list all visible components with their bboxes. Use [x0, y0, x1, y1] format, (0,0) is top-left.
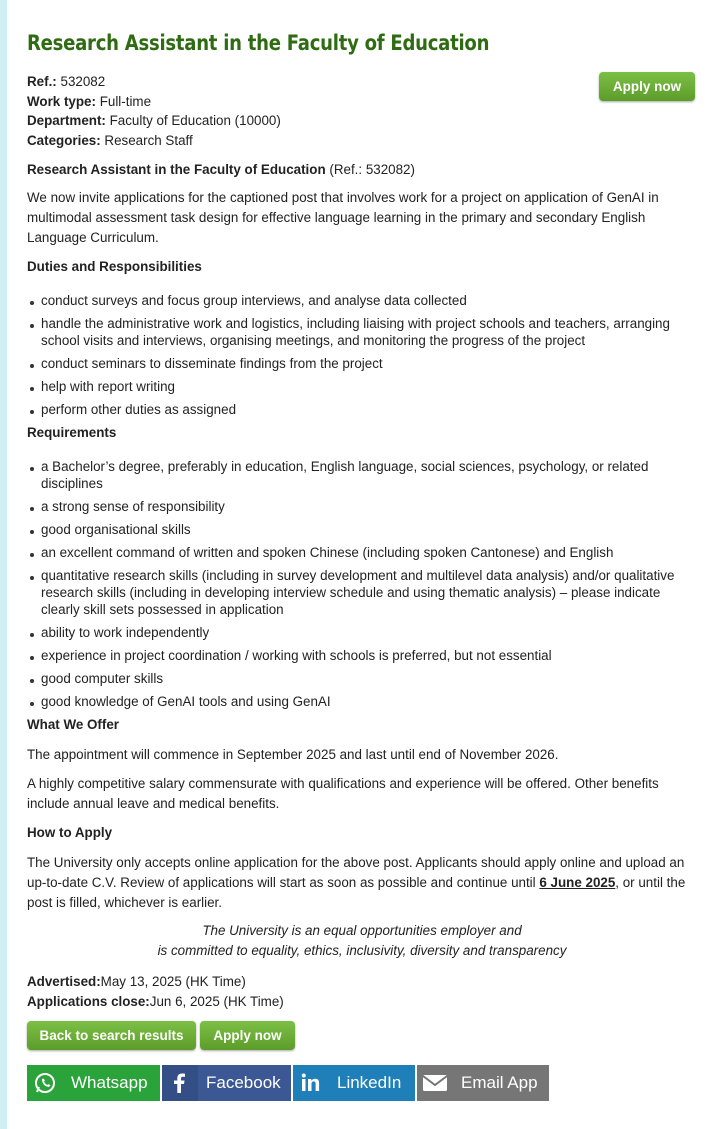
apply-now-bottom-button[interactable]: Apply now: [200, 1021, 295, 1050]
apply-now-button[interactable]: Apply now: [599, 72, 695, 101]
duties-heading: Duties and Responsibilities: [27, 259, 202, 274]
duties-item: help with report writing: [27, 378, 687, 395]
duties-item: perform other duties as assigned: [27, 401, 687, 418]
duties-item: conduct seminars to disseminate findings from the project: [27, 355, 687, 372]
close-label: Applications close:: [27, 993, 150, 1009]
share-email-button[interactable]: [417, 1065, 549, 1101]
facebook-label: Facebook: [206, 1073, 281, 1092]
close-value: Jun 6, 2025 (HK Time): [149, 993, 284, 1009]
share-facebook-button[interactable]: [162, 1065, 291, 1101]
requirements-item: ability to work independently: [27, 624, 687, 641]
equal-opportunity-line-2: is committed to equality, ethics, inclusivity, diversity and transparency: [157, 943, 567, 958]
ref-label: Ref.:: [27, 74, 57, 89]
requirements-list: [27, 458, 687, 716]
offer-paragraph-1: The appointment will commence in September 2025 and last until end of November 2026.: [27, 747, 559, 762]
equal-opportunity-line-1: The University is an equal opportunities employer and: [202, 923, 522, 938]
offer-heading: What We Offer: [27, 717, 120, 732]
categories-value: Research Staff: [104, 132, 193, 148]
linkedin-icon: [293, 1065, 329, 1101]
duties-item: handle the administrative work and logistics, including liaising with project schools and teachers, arranging school visits and interviews, organising meetings, and monitoring the progress of the project: [27, 315, 687, 349]
requirements-item: good organisational skills: [27, 521, 687, 538]
post-heading-ref: (Ref.: 532082): [325, 162, 415, 177]
department-value: Faculty of Education (10000): [109, 113, 281, 128]
requirements-heading: Requirements: [27, 425, 117, 440]
department-label: Department:: [27, 113, 106, 128]
requirements-item: an excellent command of written and spoken Chinese (including spoken Cantonese) and English: [27, 544, 687, 561]
email-icon: [417, 1065, 453, 1101]
left-accent-bar: [0, 0, 7, 1129]
facebook-icon: [162, 1065, 198, 1101]
advertised-label: Advertised:: [27, 974, 101, 989]
intro-paragraph: We now invite applications for the captioned post that involves work for a project on application of GenAI in multimodal assessment task design for effective language learning in the primary and secondary English Language Curriculum.: [27, 190, 659, 245]
post-heading-title: Research Assistant in the Faculty of Education: [27, 162, 326, 177]
whatsapp-label: Whatsapp: [71, 1073, 148, 1092]
ref-value: 532082: [60, 74, 106, 89]
requirements-item: a strong sense of responsibility: [27, 498, 687, 515]
email-label: Email App: [461, 1073, 538, 1092]
job-meta: [27, 72, 281, 150]
requirements-item: good knowledge of GenAI tools and using GenAI: [27, 693, 687, 710]
duties-item: conduct surveys and focus group interviews, and analyse data collected: [27, 292, 687, 309]
requirements-item: a Bachelor’s degree, preferably in education, English language, social sciences, psychology, or related disciplines: [27, 458, 687, 492]
linkedin-label: LinkedIn: [337, 1073, 402, 1092]
whatsapp-icon: [27, 1065, 63, 1101]
share-linkedin-button[interactable]: [293, 1065, 415, 1101]
categories-label: Categories:: [27, 132, 101, 148]
job-title: Research Assistant in the Faculty of Education: [27, 31, 490, 55]
offer-paragraph-2: A highly competitive salary commensurate with qualifications and experience will be offered. Other benefits include annual leave and medical benefits.: [27, 776, 659, 811]
duties-list: [27, 292, 687, 424]
worktype-value: Full-time: [99, 93, 152, 109]
post-heading: [27, 160, 695, 180]
how-text-after: , or until the post is filled, whichever is earlier.: [27, 875, 686, 910]
share-whatsapp-button[interactable]: [27, 1065, 160, 1101]
requirements-item: experience in project coordination / working with schools is preferred, but not essential: [27, 647, 687, 664]
back-to-search-button[interactable]: Back to search results: [27, 1021, 196, 1050]
worktype-label: Work type:: [27, 93, 96, 109]
how-heading: How to Apply: [27, 825, 113, 840]
deadline-date: 6 June 2025: [539, 875, 616, 890]
how-text-before: The University only accepts online application for the above post. Applicants should apply online and upload an up-to-date C.V. Review of applications will start as soon as possible and continue until: [27, 855, 685, 890]
requirements-item: good computer skills: [27, 670, 687, 687]
how-paragraph: [27, 853, 695, 913]
advertised-value: May 13, 2025 (HK Time): [100, 974, 246, 989]
dates: [27, 972, 284, 1011]
requirements-item: quantitative research skills (including in survey development and multilevel data analysis) and/or qualitative research skills (including in developing interview schedule and using thematic analysis) – please indicate clearly skill sets possessed in application: [27, 567, 687, 618]
